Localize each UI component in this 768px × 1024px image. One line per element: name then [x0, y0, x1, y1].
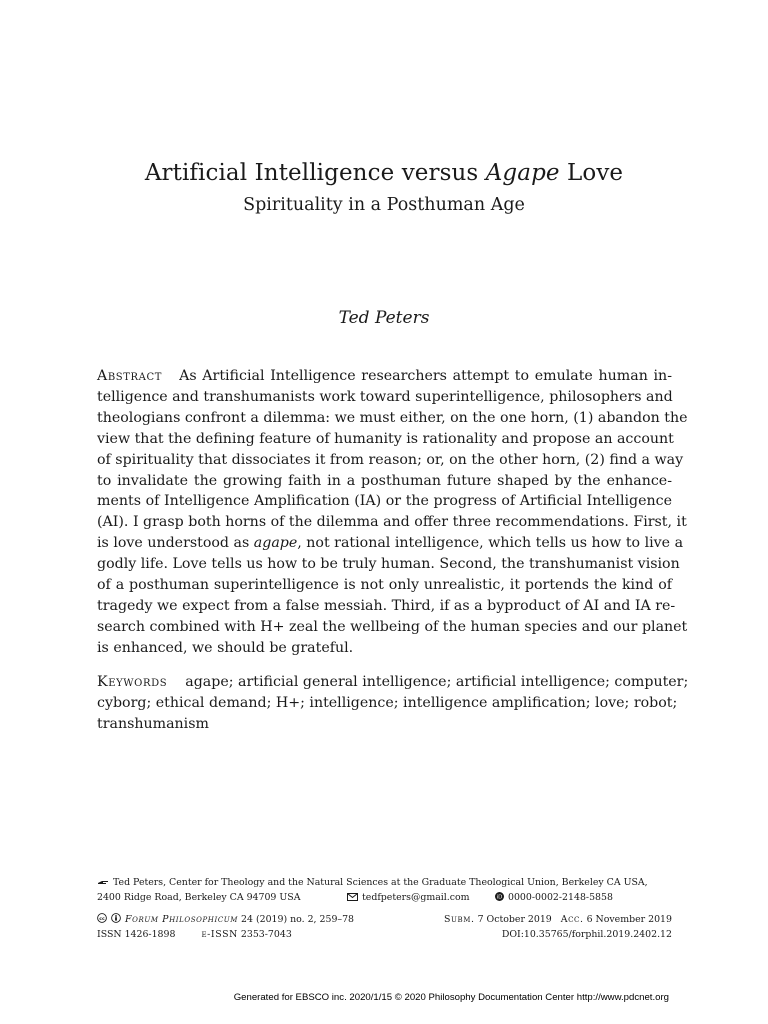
keywords-label: Keywords — [97, 674, 168, 690]
author-name: Ted Peters — [338, 308, 430, 328]
orcid-contact[interactable] — [495, 891, 613, 906]
abstract-line: is enhanced, we should be grateful. — [97, 639, 354, 656]
keywords-line: Keywords agape; artificial general intelligence; artificial intelligence; computer; — [97, 674, 689, 690]
keywords-line: cyborg; ethical demand; H+; intelligence; intelligence amplification; love; robot; — [97, 694, 678, 711]
abstract-line: ments of Intelligence Amplification (IA) or the progress of Artificial Intelligence — [97, 493, 672, 510]
cc-icon — [97, 913, 107, 928]
abstract-line: to invalidate the growing faith in a posthuman future shaped by the enhance- — [97, 472, 672, 489]
abstract-line: telligence and transhumanists work toward superintelligence, philosophers and — [97, 388, 673, 405]
accepted-date: 6 November 2019 — [586, 914, 672, 925]
abstract-line: Abstract As Artificial Intelligence researchers attempt to emulate human in- — [97, 368, 672, 384]
hand-pointing-icon — [97, 877, 109, 891]
issn: ISSN 1426-1898 — [97, 929, 176, 940]
journal-citation: 24 (2019) no. 2, 259–78 — [241, 914, 355, 925]
orcid-id[interactable]: 0000-0002-2148-5858 — [508, 892, 613, 903]
journal-row-1 — [97, 913, 672, 928]
agape-italic: agape — [253, 535, 298, 552]
journal-info — [97, 913, 672, 942]
abstract-line: godly life. Love tells us how to be truly human. Second, the transhumanist vision — [97, 556, 680, 573]
submitted-date: 7 October 2019 — [477, 914, 552, 925]
envelope-icon — [347, 892, 358, 906]
svg-text:cc: cc — [99, 916, 105, 922]
generated-notice: Generated for EBSCO inc. 2020/1/15 © 2020 Philosophy Documentation Center http://www.pdcnet.org — [233, 992, 669, 1003]
journal-row-2 — [97, 928, 672, 942]
orcid-icon — [495, 892, 504, 906]
abstract-label: Abstract — [97, 368, 162, 384]
abstract-line: of a posthuman superintelligence is not only unrealistic, it portends the kind of — [97, 577, 672, 594]
article-subtitle: Spirituality in a Posthuman Age — [243, 195, 525, 215]
svg-text:iD: iD — [496, 894, 503, 901]
article-title — [0, 160, 768, 186]
abstract-line: of spirituality that dissociates it from reason; or, on the other horn, (2) find a way — [97, 451, 684, 468]
title-italic: Agape — [485, 160, 560, 186]
dates: Subm. 7 October 2019 Acc. 6 November 2019 — [444, 914, 672, 925]
keywords-line: transhumanism — [97, 715, 209, 732]
abstract — [97, 366, 688, 659]
keywords — [97, 672, 689, 735]
abstract-line: theologians confront a dilemma: we must either, on the one horn, (1) abandon the — [97, 409, 688, 426]
abstract-line: search combined with H+ zeal the wellbeing of the human species and our planet — [97, 618, 688, 635]
abstract-line: tragedy we expect from a false messiah. Third, if as a byproduct of AI and IA re- — [97, 597, 676, 614]
doi[interactable]: DOI:10.35765/forphil.2019.2402.12 — [501, 929, 672, 940]
email-link[interactable]: tedfpeters@gmail.com — [362, 892, 470, 903]
correspondence-block — [97, 876, 672, 906]
issn-block: ISSN 1426-1898 e-ISSN 2353-7043 — [97, 929, 292, 940]
abstract-line: view that the defining feature of humanity is rationality and propose an account — [97, 430, 674, 447]
abstract-line: is love understood as agape, not rational intelligence, which tells us how to live a — [97, 535, 684, 552]
email-contact[interactable] — [347, 891, 495, 906]
correspondence-line2 — [97, 891, 672, 906]
postal-address: 2400 Ridge Road, Berkeley CA 94709 USA — [97, 892, 301, 903]
eissn: 2353-7043 — [240, 929, 292, 940]
correspondence-line: Ted Peters, Center for Theology and the Natural Sciences at the Graduate Theological Union, Berkeley CA USA, — [97, 876, 672, 891]
title-text: Artificial Intelligence versus — [144, 160, 486, 186]
by-icon — [111, 913, 121, 928]
abstract-line: (AI). I grasp both horns of the dilemma and offer three recommendations. First, it — [97, 514, 687, 531]
title-text-end: Love — [559, 160, 624, 186]
journal-name: Forum Philosophicum — [125, 914, 239, 925]
journal-citation-block — [97, 913, 354, 928]
